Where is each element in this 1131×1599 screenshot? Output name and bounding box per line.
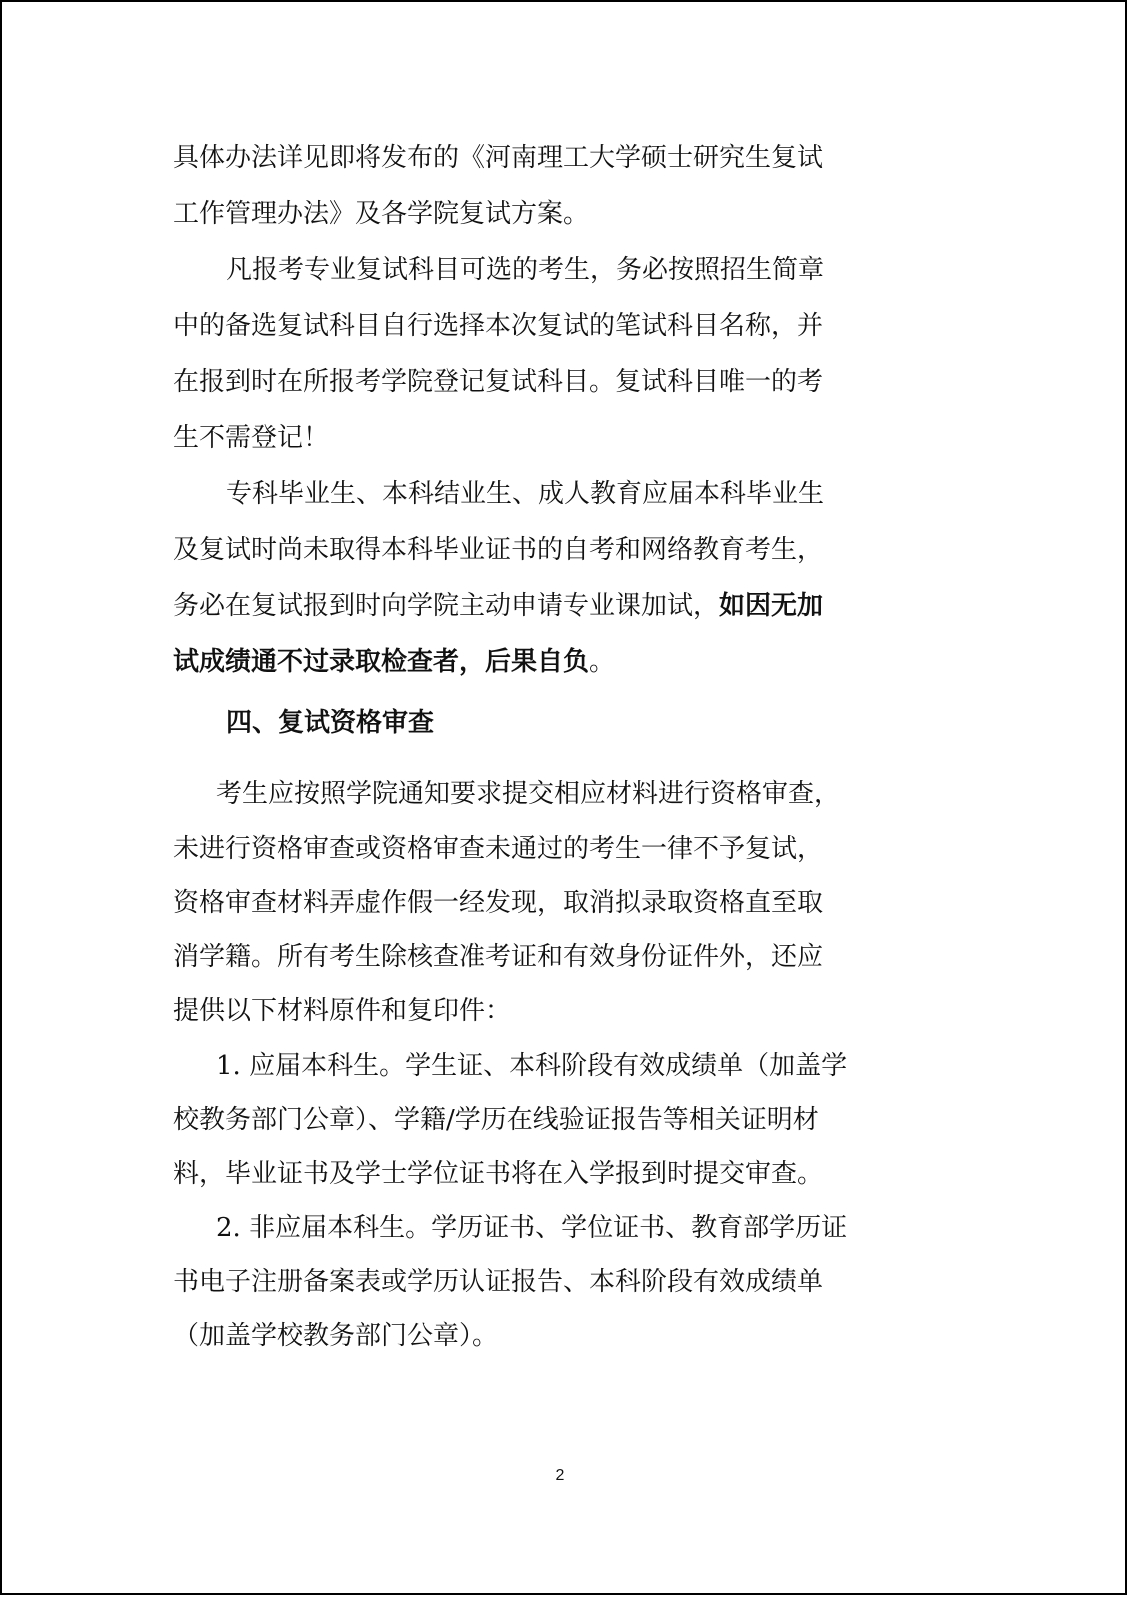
list-item-line: 校教务部门公章）、学籍/学历在线验证报告等相关证明材 — [173, 1105, 819, 1135]
paragraph-line: 专科毕业生、本科结业生、成人教育应届本科毕业生 — [226, 479, 825, 509]
list-item-line: 书电子注册备案表或学历认证报告、本科阶段有效成绩单 — [173, 1267, 824, 1297]
list-item-line: 1. 应届本科生。学生证、本科阶段有效成绩单（加盖学 — [216, 1051, 848, 1081]
emphasis-text: 试成绩通不过录取检查者，后果自负 — [173, 647, 590, 677]
paragraph-line: 及复试时尚未取得本科毕业证书的自考和网络教育考生， — [173, 535, 824, 565]
paragraph-line: 考生应按照学院通知要求提交相应材料进行资格审查， — [216, 779, 841, 809]
paragraph-line: 凡报考专业复试科目可选的考生，务必按照招生简章 — [226, 255, 825, 285]
paragraph-line: 提供以下材料原件和复印件： — [173, 996, 512, 1026]
paragraph-line: 生不需登记！ — [173, 423, 330, 453]
paragraph-line: 在报到时在所报考学院登记复试科目。复试科目唯一的考 — [173, 367, 824, 397]
paragraph-line: 中的备选复试科目自行选择本次复试的笔试科目名称，并 — [173, 311, 824, 341]
list-item-line: （加盖学校教务部门公章）。 — [173, 1321, 499, 1351]
normal-text: 务必在复试报到时向学院主动申请专业课加试， — [173, 591, 720, 621]
section-heading: 四、复试资格审查 — [226, 708, 435, 738]
paragraph-line — [173, 590, 823, 622]
emphasis-text: 如因无加 — [719, 591, 824, 621]
list-item-line: 料，毕业证书及学士学位证书将在入学报到时提交审查。 — [173, 1159, 824, 1189]
paragraph-line: 消学籍。所有考生除核查准考证和有效身份证件外，还应 — [173, 942, 824, 972]
page-number: 2 — [555, 1467, 565, 1484]
paragraph-line: 具体办法详见即将发布的《河南理工大学硕士研究生复试 — [173, 143, 824, 173]
paragraph-line: 工作管理办法》及各学院复试方案。 — [173, 199, 590, 229]
paragraph-line — [173, 646, 615, 678]
paragraph-line: 资格审查材料弄虚作假一经发现，取消拟录取资格直至取 — [173, 888, 824, 918]
list-item-line: 2. 非应届本科生。学历证书、学位证书、教育部学历证 — [216, 1213, 848, 1243]
paragraph-line: 未进行资格审查或资格审查未通过的考生一律不予复试， — [173, 834, 824, 864]
normal-text: 。 — [589, 647, 616, 677]
